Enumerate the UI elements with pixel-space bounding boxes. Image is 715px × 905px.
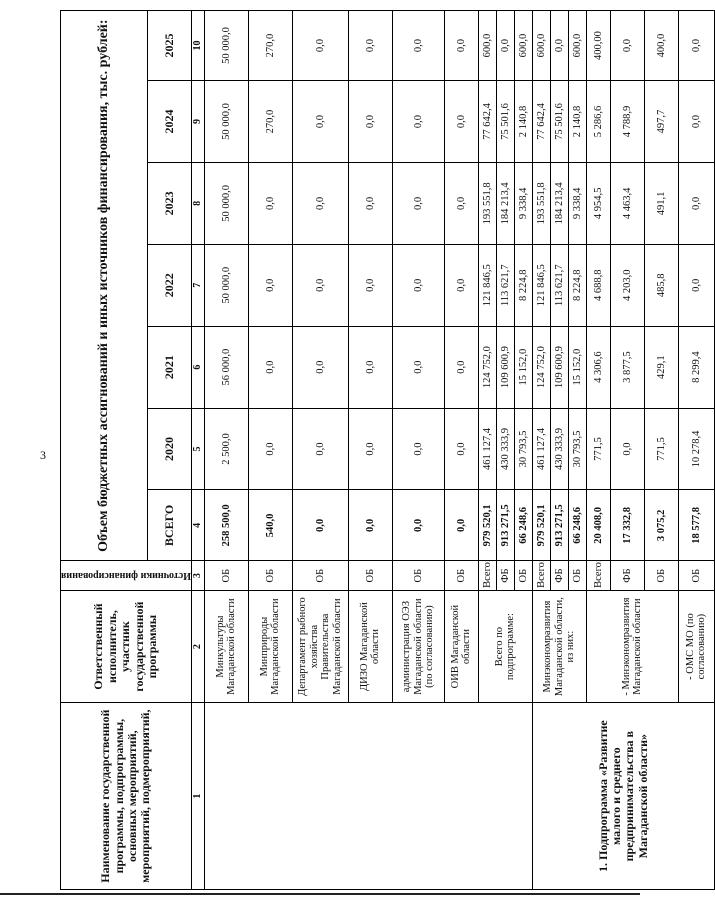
value-cell: 9 338,4 bbox=[514, 162, 532, 244]
value-cell: 3 877,5 bbox=[610, 326, 644, 408]
header-executor: Ответственный исполнитель, участник государственной программы bbox=[61, 590, 192, 702]
value-cell: 4 954,5 bbox=[586, 162, 610, 244]
value-cell: 429,1 bbox=[644, 326, 678, 408]
header-program-name: Наименование государственной программы, подпрограммы, основных мероприятий, мероприятий, подмероприятий, bbox=[61, 703, 192, 890]
col-num: 8 bbox=[191, 162, 204, 244]
value-cell: 0,0 bbox=[292, 162, 348, 244]
value-cell: 0,0 bbox=[248, 162, 292, 244]
header-year-total: ВСЕГО bbox=[148, 490, 192, 561]
value-cell: 979 520,1 bbox=[532, 490, 550, 561]
value-cell: 0,0 bbox=[444, 326, 478, 408]
value-cell: 0,0 bbox=[610, 11, 644, 81]
page-number: 3 bbox=[40, 448, 46, 462]
value-cell: 184 213,4 bbox=[550, 162, 568, 244]
executor-cell: ДИЗО Магаданской области bbox=[348, 590, 392, 702]
source-cell: ФБ bbox=[550, 561, 568, 590]
value-cell: 600,0 bbox=[532, 11, 550, 81]
col-num: 3 bbox=[191, 561, 204, 590]
value-cell: 0,0 bbox=[292, 326, 348, 408]
value-cell: 0,0 bbox=[444, 408, 478, 490]
value-cell: 4 306,6 bbox=[586, 326, 610, 408]
header-year-2023: 2023 bbox=[148, 162, 192, 244]
value-cell: 270,0 bbox=[248, 11, 292, 81]
value-cell: 77 642,4 bbox=[532, 81, 550, 163]
value-cell: 0,0 bbox=[444, 244, 478, 326]
header-budget-title: Объем бюджетных ассигнований и иных источников финансирования, тыс. рублей: bbox=[61, 11, 148, 561]
header-year-2021: 2021 bbox=[148, 326, 192, 408]
value-cell: 0,0 bbox=[678, 81, 714, 163]
col-num: 7 bbox=[191, 244, 204, 326]
value-cell: 0,0 bbox=[496, 11, 514, 81]
value-cell: 0,0 bbox=[248, 408, 292, 490]
value-cell: 0,0 bbox=[248, 326, 292, 408]
executor-cell: ОИВ Магаданской области bbox=[444, 590, 478, 702]
value-cell: 461 127,4 bbox=[478, 408, 496, 490]
value-cell: 8 224,8 bbox=[514, 244, 532, 326]
value-cell: 109 600,9 bbox=[496, 326, 514, 408]
source-cell: ФБ bbox=[496, 561, 514, 590]
budget-table bbox=[60, 10, 715, 890]
source-cell: ОБ bbox=[644, 561, 678, 590]
value-cell: 193 551,8 bbox=[478, 162, 496, 244]
value-cell: 979 520,1 bbox=[478, 490, 496, 561]
source-cell: ОБ bbox=[292, 561, 348, 590]
total-label-cell: Всего по подпрограмме: bbox=[478, 590, 532, 702]
col-num: 2 bbox=[191, 590, 204, 702]
source-cell: Всего: bbox=[586, 561, 610, 590]
value-cell: 0,0 bbox=[444, 162, 478, 244]
value-cell: 0,0 bbox=[678, 162, 714, 244]
value-cell: 121 846,5 bbox=[532, 244, 550, 326]
value-cell: 2 140,8 bbox=[568, 81, 586, 163]
value-cell: 77 642,4 bbox=[478, 81, 496, 163]
col-num: 10 bbox=[191, 11, 204, 81]
col-num: 5 bbox=[191, 408, 204, 490]
source-cell: Всего: bbox=[532, 561, 550, 590]
source-cell: ОБ bbox=[348, 561, 392, 590]
source-cell: Всего: bbox=[478, 561, 496, 590]
value-cell: 75 501,6 bbox=[550, 81, 568, 163]
header-year-2022: 2022 bbox=[148, 244, 192, 326]
value-cell: 0,0 bbox=[392, 11, 444, 81]
source-cell: ОБ bbox=[444, 561, 478, 590]
rotated-page bbox=[60, 10, 708, 890]
value-cell: 461 127,4 bbox=[532, 408, 550, 490]
value-cell: 4 203,0 bbox=[610, 244, 644, 326]
value-cell: 600,0 bbox=[478, 11, 496, 81]
value-cell: 270,0 bbox=[248, 81, 292, 163]
value-cell: 600,0 bbox=[514, 11, 532, 81]
value-cell: 113 621,7 bbox=[550, 244, 568, 326]
executor-cell: администрация ОЭЗ Магаданской области (по согласованию) bbox=[392, 590, 444, 702]
table-row bbox=[204, 11, 248, 890]
value-cell: 0,0 bbox=[292, 244, 348, 326]
source-cell: ОБ bbox=[568, 561, 586, 590]
header-year-2024: 2024 bbox=[148, 81, 192, 163]
value-cell: 0,0 bbox=[444, 11, 478, 81]
value-cell: 56 000,0 bbox=[204, 326, 248, 408]
source-cell: ОБ bbox=[248, 561, 292, 590]
executor-cell: Минприроды Магаданской области bbox=[248, 590, 292, 702]
value-cell: 109 600,9 bbox=[550, 326, 568, 408]
value-cell: 0,0 bbox=[444, 490, 478, 561]
value-cell: 0,0 bbox=[292, 408, 348, 490]
value-cell: 400,0 bbox=[644, 11, 678, 81]
value-cell: 0,0 bbox=[392, 408, 444, 490]
col-num: 9 bbox=[191, 81, 204, 163]
column-numbers-row bbox=[191, 11, 204, 890]
value-cell: 0,0 bbox=[248, 244, 292, 326]
value-cell: 0,0 bbox=[348, 326, 392, 408]
value-cell: 600,0 bbox=[568, 11, 586, 81]
value-cell: 0,0 bbox=[678, 244, 714, 326]
value-cell: 4 463,4 bbox=[610, 162, 644, 244]
executor-cell: - ОМС МО (по согласованию) bbox=[678, 590, 714, 702]
header-year-2020: 2020 bbox=[148, 408, 192, 490]
value-cell: 0,0 bbox=[292, 490, 348, 561]
bottom-rule bbox=[0, 893, 640, 895]
value-cell: 0,0 bbox=[392, 81, 444, 163]
value-cell: 0,0 bbox=[392, 244, 444, 326]
value-cell: 10 278,4 bbox=[678, 408, 714, 490]
value-cell: 20 408,0 bbox=[586, 490, 610, 561]
value-cell: 0,0 bbox=[292, 11, 348, 81]
value-cell: 0,0 bbox=[348, 244, 392, 326]
table-row bbox=[532, 11, 550, 890]
value-cell: 3 075,2 bbox=[644, 490, 678, 561]
header-year-2025: 2025 bbox=[148, 11, 192, 81]
value-cell: 124 752,0 bbox=[532, 326, 550, 408]
value-cell: 0,0 bbox=[292, 81, 348, 163]
col-num: 4 bbox=[191, 490, 204, 561]
header-source: Источники финансирования bbox=[61, 561, 192, 590]
value-cell: 50 000,0 bbox=[204, 162, 248, 244]
value-cell: 17 332,8 bbox=[610, 490, 644, 561]
subprogram-name-cell: 1. Подпрограмма «Развитие малого и среднего предпринимательства в Магаданской области» bbox=[532, 703, 714, 890]
value-cell: 50 000,0 bbox=[204, 81, 248, 163]
value-cell: 258 500,0 bbox=[204, 490, 248, 561]
value-cell: 2 500,0 bbox=[204, 408, 248, 490]
value-cell: 400,00 bbox=[586, 11, 610, 81]
value-cell: 0,0 bbox=[348, 408, 392, 490]
value-cell: 497,7 bbox=[644, 81, 678, 163]
value-cell: 66 248,6 bbox=[568, 490, 586, 561]
value-cell: 0,0 bbox=[392, 162, 444, 244]
value-cell: 0,0 bbox=[348, 11, 392, 81]
value-cell: 0,0 bbox=[348, 490, 392, 561]
value-cell: 18 577,8 bbox=[678, 490, 714, 561]
executor-cell: - Минэкономразвития Магаданской области bbox=[586, 590, 678, 702]
value-cell: 193 551,8 bbox=[532, 162, 550, 244]
executor-cell: Минэкономразвития Магаданской области, из них: bbox=[532, 590, 586, 702]
value-cell: 30 793,5 bbox=[514, 408, 532, 490]
value-cell: 485,8 bbox=[644, 244, 678, 326]
value-cell: 913 271,5 bbox=[550, 490, 568, 561]
program-name-cell bbox=[204, 703, 532, 890]
value-cell: 0,0 bbox=[444, 81, 478, 163]
value-cell: 771,5 bbox=[586, 408, 610, 490]
value-cell: 0,0 bbox=[348, 162, 392, 244]
value-cell: 113 621,7 bbox=[496, 244, 514, 326]
value-cell: 124 752,0 bbox=[478, 326, 496, 408]
value-cell: 75 501,6 bbox=[496, 81, 514, 163]
executor-cell: Департамент рыбного хозяйства Правительства Магаданской области bbox=[292, 590, 348, 702]
value-cell: 50 000,0 bbox=[204, 11, 248, 81]
value-cell: 0,0 bbox=[348, 81, 392, 163]
value-cell: 66 248,6 bbox=[514, 490, 532, 561]
value-cell: 430 333,9 bbox=[496, 408, 514, 490]
source-cell: ОБ bbox=[392, 561, 444, 590]
col-num: 6 bbox=[191, 326, 204, 408]
value-cell: 15 152,0 bbox=[568, 326, 586, 408]
value-cell: 0,0 bbox=[392, 490, 444, 561]
value-cell: 4 788,9 bbox=[610, 81, 644, 163]
value-cell: 5 286,6 bbox=[586, 81, 610, 163]
value-cell: 2 140,8 bbox=[514, 81, 532, 163]
value-cell: 0,0 bbox=[392, 326, 444, 408]
value-cell: 0,0 bbox=[678, 11, 714, 81]
value-cell: 184 213,4 bbox=[496, 162, 514, 244]
source-cell: ФБ bbox=[610, 561, 644, 590]
value-cell: 913 271,5 bbox=[496, 490, 514, 561]
value-cell: 121 846,5 bbox=[478, 244, 496, 326]
source-cell: ОБ bbox=[678, 561, 714, 590]
value-cell: 491,1 bbox=[644, 162, 678, 244]
value-cell: 50 000,0 bbox=[204, 244, 248, 326]
value-cell: 771,5 bbox=[644, 408, 678, 490]
source-cell: ОБ bbox=[514, 561, 532, 590]
value-cell: 15 152,0 bbox=[514, 326, 532, 408]
executor-cell: Минкультуры Магаданской области bbox=[204, 590, 248, 702]
col-num: 1 bbox=[191, 703, 204, 890]
value-cell: 0,0 bbox=[610, 408, 644, 490]
value-cell: 430 333,9 bbox=[550, 408, 568, 490]
value-cell: 30 793,5 bbox=[568, 408, 586, 490]
value-cell: 9 338,4 bbox=[568, 162, 586, 244]
value-cell: 8 224,8 bbox=[568, 244, 586, 326]
value-cell: 540,0 bbox=[248, 490, 292, 561]
value-cell: 0,0 bbox=[550, 11, 568, 81]
value-cell: 8 299,4 bbox=[678, 326, 714, 408]
value-cell: 4 688,8 bbox=[586, 244, 610, 326]
source-cell: ОБ bbox=[204, 561, 248, 590]
header-row-1 bbox=[61, 11, 148, 890]
